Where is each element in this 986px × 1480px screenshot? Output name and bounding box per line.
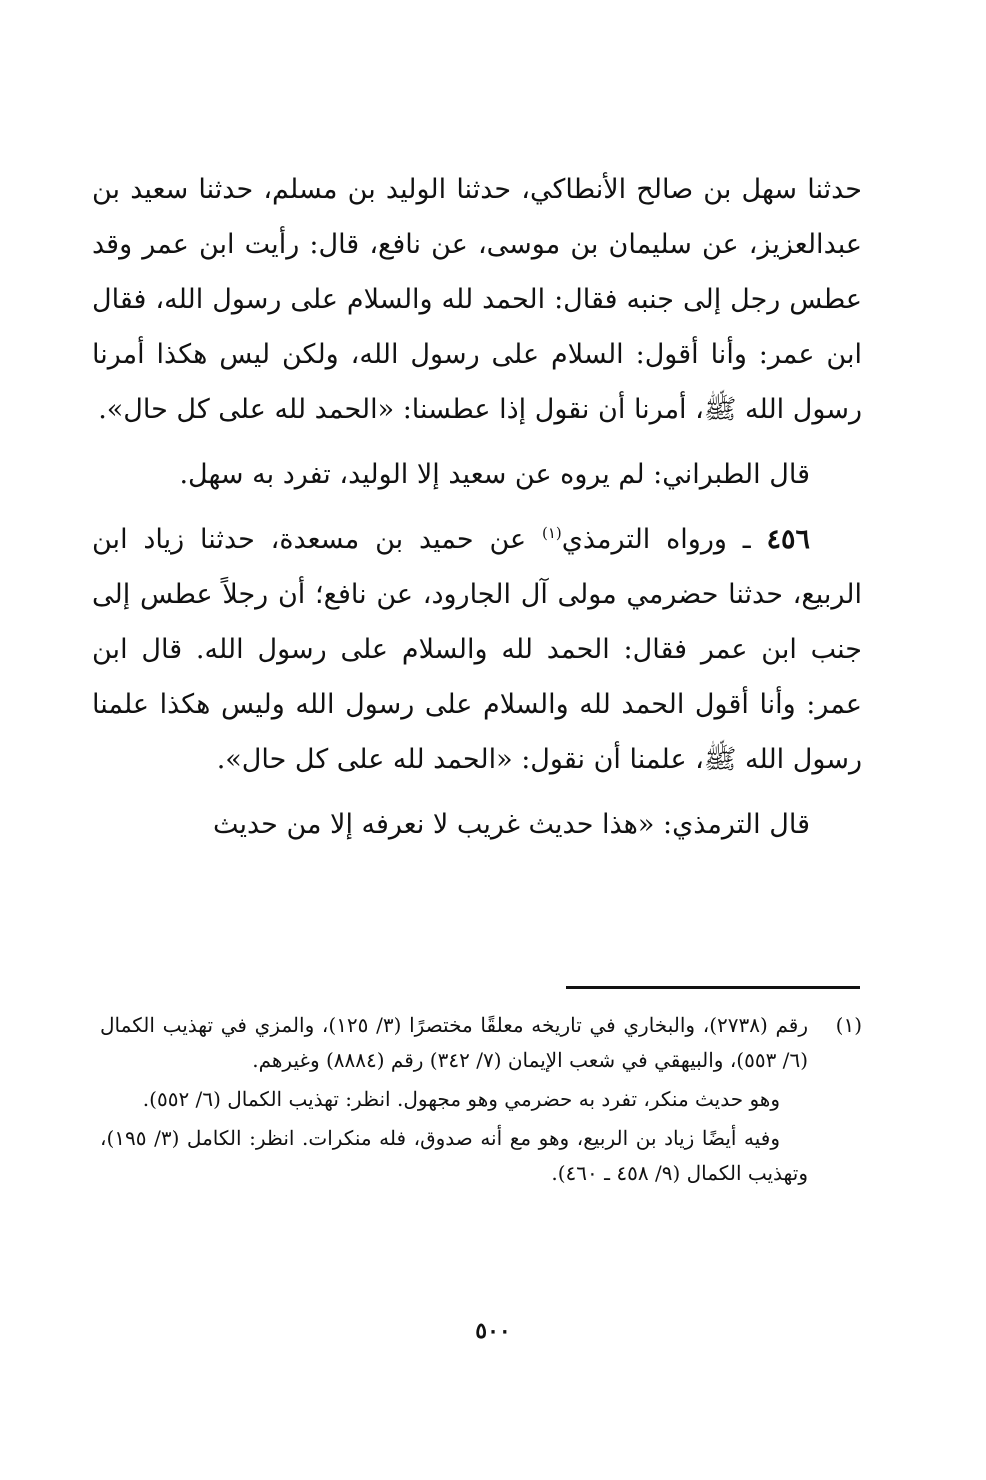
hadith-body: عن حميد بن مسعدة، حدثنا زياد ابن الربيع، حدثنا حضرمي مولى آل الجارود، عن نافع؛ أن رجلاً عطس إلى جنب ابن عمر فقال: الحمد لله والسلام على رسول الله. قال ابن عمر: وأنا أقول الحمد لله والسلام على رسول الله وليس هكذا علمنا رسول الله ﷺ، علمنا أن نقول: «الحمد لله على كل حال». <box>92 524 862 775</box>
footnote-reference: (١) <box>541 524 562 542</box>
page-number: ٥٠٠ <box>475 1318 511 1344</box>
main-text <box>92 162 862 852</box>
footnote-1 <box>100 1008 862 1078</box>
footnotes <box>100 1008 862 1195</box>
paragraph-tirmidhi-comment: قال الترمذي: «هذا حديث غريب لا نعرفه إلا من حديث <box>212 809 810 840</box>
footnote-text: رقم (٢٧٣٨)، والبخاري في تاريخه معلقًا مختصرًا (٣/ ١٢٥)، والمزي في تهذيب الكمال (٦/ ٥٥٣)، والبيهقي في شعب الإيمان (٧/ ٣٤٢) رقم (٨٨٨٤) وغيرهم. <box>100 1013 808 1072</box>
hadith-lead: ـ ورواه الترمذي <box>561 524 767 555</box>
paragraph-isnad: حدثنا سهل بن صالح الأنطاكي، حدثنا الوليد بن مسلم، حدثنا سعيد بن عبدالعزيز، عن سليمان بن موسى، عن نافع، قال: رأيت ابن عمر وقد عطس رجل إلى جنبه فقال: الحمد لله والسلام على رسول الله، فقال ابن عمر: وأنا أقول: السلام على رسول الله، ولكن ليس هكذا أمرنا رسول الله ﷺ، أمرنا أن نقول إذا عطسنا: «الحمد لله على كل حال». <box>92 174 862 425</box>
footnote-continuation: وهو حديث منكر، تفرد به حضرمي وهو مجهول. انظر: تهذيب الكمال (٦/ ٥٥٢). <box>142 1087 780 1111</box>
footnote-continuation: وفيه أيضًا زياد بن الربيع، وهو مع أنه صدوق، فله منكرات. انظر: الكامل (٣/ ١٩٥)، وتهذيب الكمال (٩/ ٤٥٨ ـ ٤٦٠). <box>100 1126 808 1185</box>
footnote-separator <box>566 986 860 989</box>
hadith-number: ٤٥٦ <box>766 524 810 555</box>
footnote-marker: (١) <box>835 1013 862 1037</box>
paragraph-tabarani-comment: قال الطبراني: لم يروه عن سعيد إلا الوليد، تفرد به سهل. <box>179 459 810 490</box>
paragraph-hadith-456 <box>92 512 862 787</box>
